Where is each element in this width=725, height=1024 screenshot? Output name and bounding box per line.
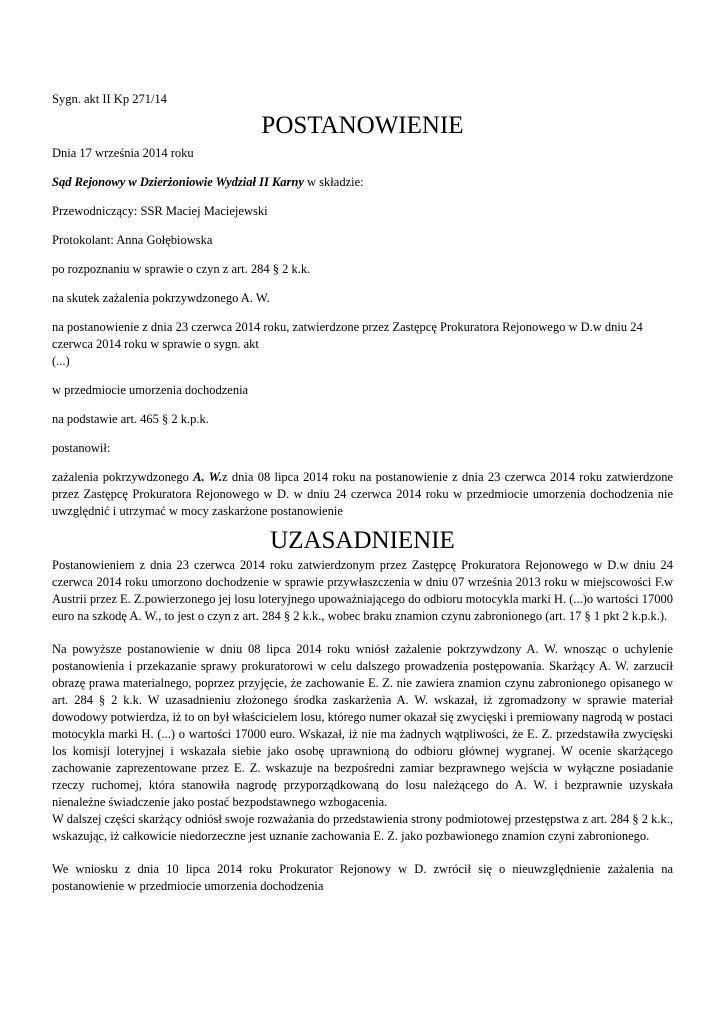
clerk-line: Protokolant: Anna Gołębiowska <box>52 233 213 247</box>
ruling-text: z dnia 08 lipca 2014 roku na postanowienie z dnia 23 czerwca 2014 roku zatwierdzone przez Zastępcę Prokuratora Rejonowego w D. w dniu 24 czerwca 2014 roku w przedmiocie umorzenia dochodzenia nie uwzględnić i utrzymać w mocy zaskarżone postanowienie <box>52 470 673 518</box>
ruling-paragraph <box>52 469 673 520</box>
chair-line: Przewodniczący: SSR Maciej Maciejewski <box>52 204 268 218</box>
court-suffix: w składzie: <box>303 175 364 189</box>
justification-paragraph-4: We wniosku z dnia 10 lipca 2014 roku Prokurator Rejonowy w D. zwrócił się o nieuwzględnienie zażalenia na postanowienie w przedmiocie umorzenia dochodzenia <box>52 862 673 893</box>
legal-basis-line: na podstawie art. 465 § 2 k.p.k. <box>52 412 209 426</box>
reference-ellipsis: (...) <box>52 354 70 368</box>
justification-paragraph-2: Na powyższe postanowienie w dniu 08 lipca 2014 roku wniósł zażalenie pokrzywdzony A. W. wnosząc o uchylenie postanowienia i przekazanie sprawy prokuratorowi w celu dalszego prowadzenia postępowania. Skarżący A. W. zarzucił obrazę prawa materialnego, poprzez przyjęcie, że zachowanie E. Z. nie zawiera znamion czynu zabronionego opisanego w art. 284 § 2 k.k. W uzasadnieniu złożonego środka zaskarżenia A. W. wskazał, iż zgromadzony w sprawie materiał dowodowy potwierdza, iż to on był właścicielem losu, którego numer okazał się zwycięski i premiowany nagrodą w postaci motocykla marki H. (...) o wartości 17000 euro. Wskazał, iż nie ma żadnych wątpliwości, że E. Z. przedstawiła zwycięski los komisji loteryjnej i wskazała siebie jako osobę uprawnioną do odbioru głównej wygranej. W ocenie skarżącego zachowanie zaprezentowane przez E. Z. wskazuje na bezpośredni zamiar bezprawnego wejścia w wyłączne posiadanie rzeczy ruchomej, która stanowiła nagrodę przyporządkowaną do losu należącego do A. W. i bezprawnie uzyskała nienależne świadczenie jako postać bezpodstawnego wzbogacenia. <box>52 642 674 809</box>
document-body <box>52 91 673 895</box>
justification-paragraph-1: Postanowieniem z dnia 23 czerwca 2014 roku zatwierdzonym przez Zastępcę Prokuratora Rejonowego w D.w dniu 24 czerwca 2014 roku umorzono dochodzenie w sprawie przywłaszczenia w dniu 07 września 2013 roku w miejscowości F.w Austrii przez E. Z.powierzonego jej losu loteryjnego upoważniającego do odbioru motocykla marki H. (...)o wartości 17000 euro na szkodę A. W., to jest o czyn z art. 284 § 2 k.k., wobec braku znamion czynu zabronionego (art. 17 § 1 pkt 2 k.p.k.). <box>52 558 674 623</box>
date-line: Dnia 17 września 2014 roku <box>52 146 194 160</box>
court-line <box>52 174 673 191</box>
review-line: po rozpoznaniu w sprawie o czyn z art. 284 § 2 k.k. <box>52 262 311 276</box>
case-signature: Sygn. akt II Kp 271/14 <box>52 92 167 106</box>
court-name: Sąd Rejonowy w Dzierżoniowie Wydział II Karny <box>52 175 304 189</box>
appeal-line: na skutek zażalenia pokrzywdzonego A. W. <box>52 291 270 305</box>
decision-reference: na postanowienie z dnia 23 czerwca 2014 roku, zatwierdzone przez Zastępcę Prokuratora Rejonowego w D.w dniu 24 czerwca 2014 roku w sprawie o sygn. akt <box>52 320 643 351</box>
ruling-party-name: A. W. <box>193 470 223 484</box>
document-title: POSTANOWIENIE <box>261 112 464 139</box>
subject-line: w przedmiocie umorzenia dochodzenia <box>52 383 249 397</box>
justification-paragraph-3: W dalszej części skarżący odniósł swoje rozważania do przedstawienia strony podmiotowej przestępstwa z art. 284 § 2 k.k., wskazując, iż całkowicie niedorzeczne jest uznanie zachowania E. Z. jako pozbawionego znamion czyni zabronionego. <box>52 812 673 843</box>
decided-line: postanowił: <box>52 441 111 455</box>
ruling-prefix: zażalenia pokrzywdzonego <box>52 470 194 484</box>
justification-title: UZASADNIENIE <box>270 527 455 554</box>
